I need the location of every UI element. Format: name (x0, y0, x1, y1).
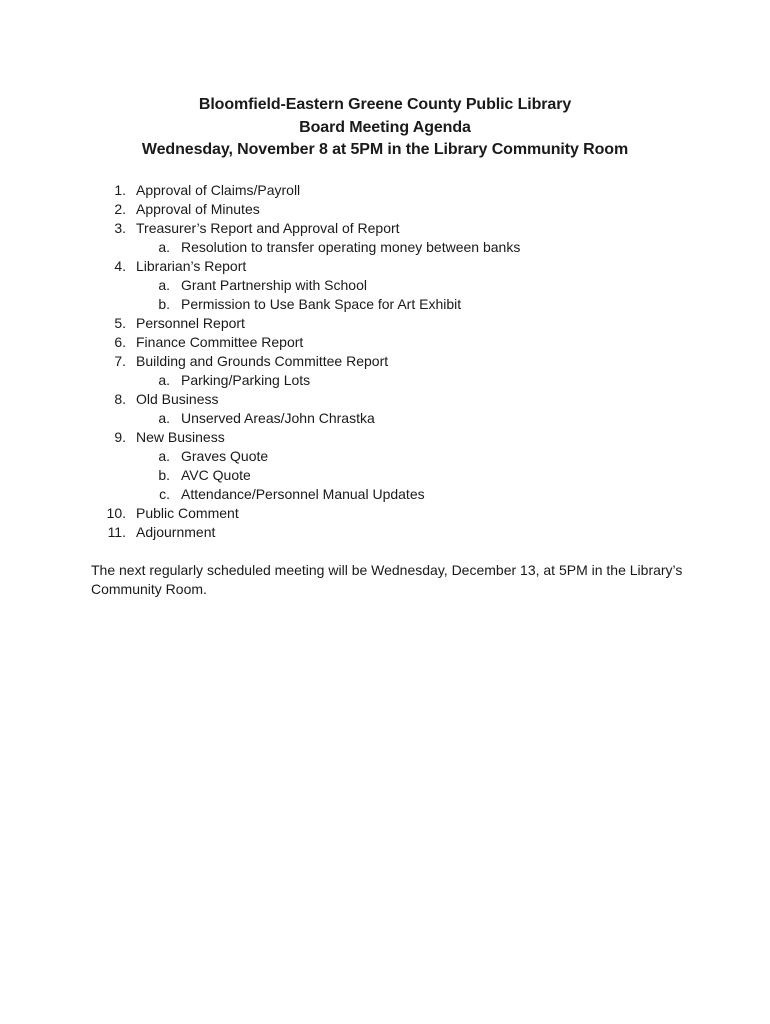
agenda-item-text: Treasurer’s Report and Approval of Report (136, 220, 400, 236)
agenda-subitem-text: Grant Partnership with School (181, 277, 367, 293)
agenda-item-text: Finance Committee Report (136, 334, 304, 350)
agenda-subitem (0, 485, 770, 504)
agenda-subitem (0, 371, 770, 390)
agenda-item-number: 5. (114, 315, 126, 331)
agenda-item (0, 333, 770, 352)
agenda-subitem (0, 295, 770, 314)
agenda-item (0, 504, 770, 523)
next-meeting-note: The next regularly scheduled meeting will be Wednesday, December 13, at 5PM in the Library’s Community Room. (91, 562, 683, 597)
agenda-item (0, 428, 770, 447)
agenda-subitem-letter: c. (159, 486, 170, 502)
agenda-item (0, 219, 770, 238)
agenda-item-number: 7. (114, 353, 126, 369)
agenda-subitem-text: AVC Quote (181, 467, 251, 483)
agenda-subitem-text: Resolution to transfer operating money between banks (181, 239, 521, 255)
agenda-subitem (0, 409, 770, 428)
agenda-subitem-letter: a. (158, 448, 170, 464)
agenda-subitem-letter: a. (158, 239, 170, 255)
agenda-subitem-letter: b. (158, 296, 170, 312)
agenda-item (0, 352, 770, 371)
agenda-item-number: 6. (114, 334, 126, 350)
agenda-subitem (0, 238, 770, 257)
agenda-subitem-letter: a. (158, 372, 170, 388)
agenda-item-text: Personnel Report (136, 315, 245, 331)
agenda-subitem-text: Graves Quote (181, 448, 269, 464)
agenda-item-number: 8. (114, 391, 126, 407)
agenda-subitem-letter: b. (158, 467, 170, 483)
agenda-item-text: Building and Grounds Committee Report (136, 353, 389, 369)
agenda-item (0, 523, 770, 542)
agenda-item-text: Public Comment (136, 505, 239, 521)
agenda-item-number: 9. (114, 429, 126, 445)
agenda-item-text: Approval of Minutes (136, 201, 260, 217)
agenda-item (0, 257, 770, 276)
agenda-item-text: Adjournment (136, 524, 216, 540)
agenda-subitem-letter: a. (158, 277, 170, 293)
agenda-item-number: 11. (107, 524, 126, 540)
agenda-subitem (0, 466, 770, 485)
agenda-item-number: 2. (114, 201, 126, 217)
agenda-item-text: Old Business (136, 391, 219, 407)
agenda-list (0, 181, 770, 542)
agenda-title: Board Meeting Agenda (299, 118, 471, 136)
agenda-item (0, 390, 770, 409)
agenda-item-text: Librarian’s Report (136, 258, 247, 274)
document-header (0, 94, 770, 162)
agenda-item-text: Approval of Claims/Payroll (136, 182, 301, 198)
agenda-subitem (0, 447, 770, 466)
agenda-item-text: New Business (136, 429, 225, 445)
agenda-subitem-text: Parking/Parking Lots (181, 372, 311, 388)
agenda-subitem-text: Permission to Use Bank Space for Art Exhibit (181, 296, 462, 312)
agenda-item (0, 181, 770, 200)
library-name: Bloomfield-Eastern Greene County Public Library (198, 96, 572, 113)
agenda-item-number: 10. (106, 505, 126, 521)
agenda-item-number: 1. (114, 182, 126, 198)
agenda-item (0, 314, 770, 333)
agenda-item-number: 4. (114, 258, 126, 274)
agenda-subitem-letter: a. (158, 410, 170, 426)
agenda-item (0, 200, 770, 219)
agenda-subitem (0, 276, 770, 295)
agenda-subitem-text: Attendance/Personnel Manual Updates (181, 486, 425, 502)
meeting-date-location: Wednesday, November 8 at 5PM in the Library Community Room (141, 141, 629, 158)
agenda-subitem-text: Unserved Areas/John Chrastka (181, 410, 375, 426)
agenda-item-number: 3. (114, 220, 126, 236)
